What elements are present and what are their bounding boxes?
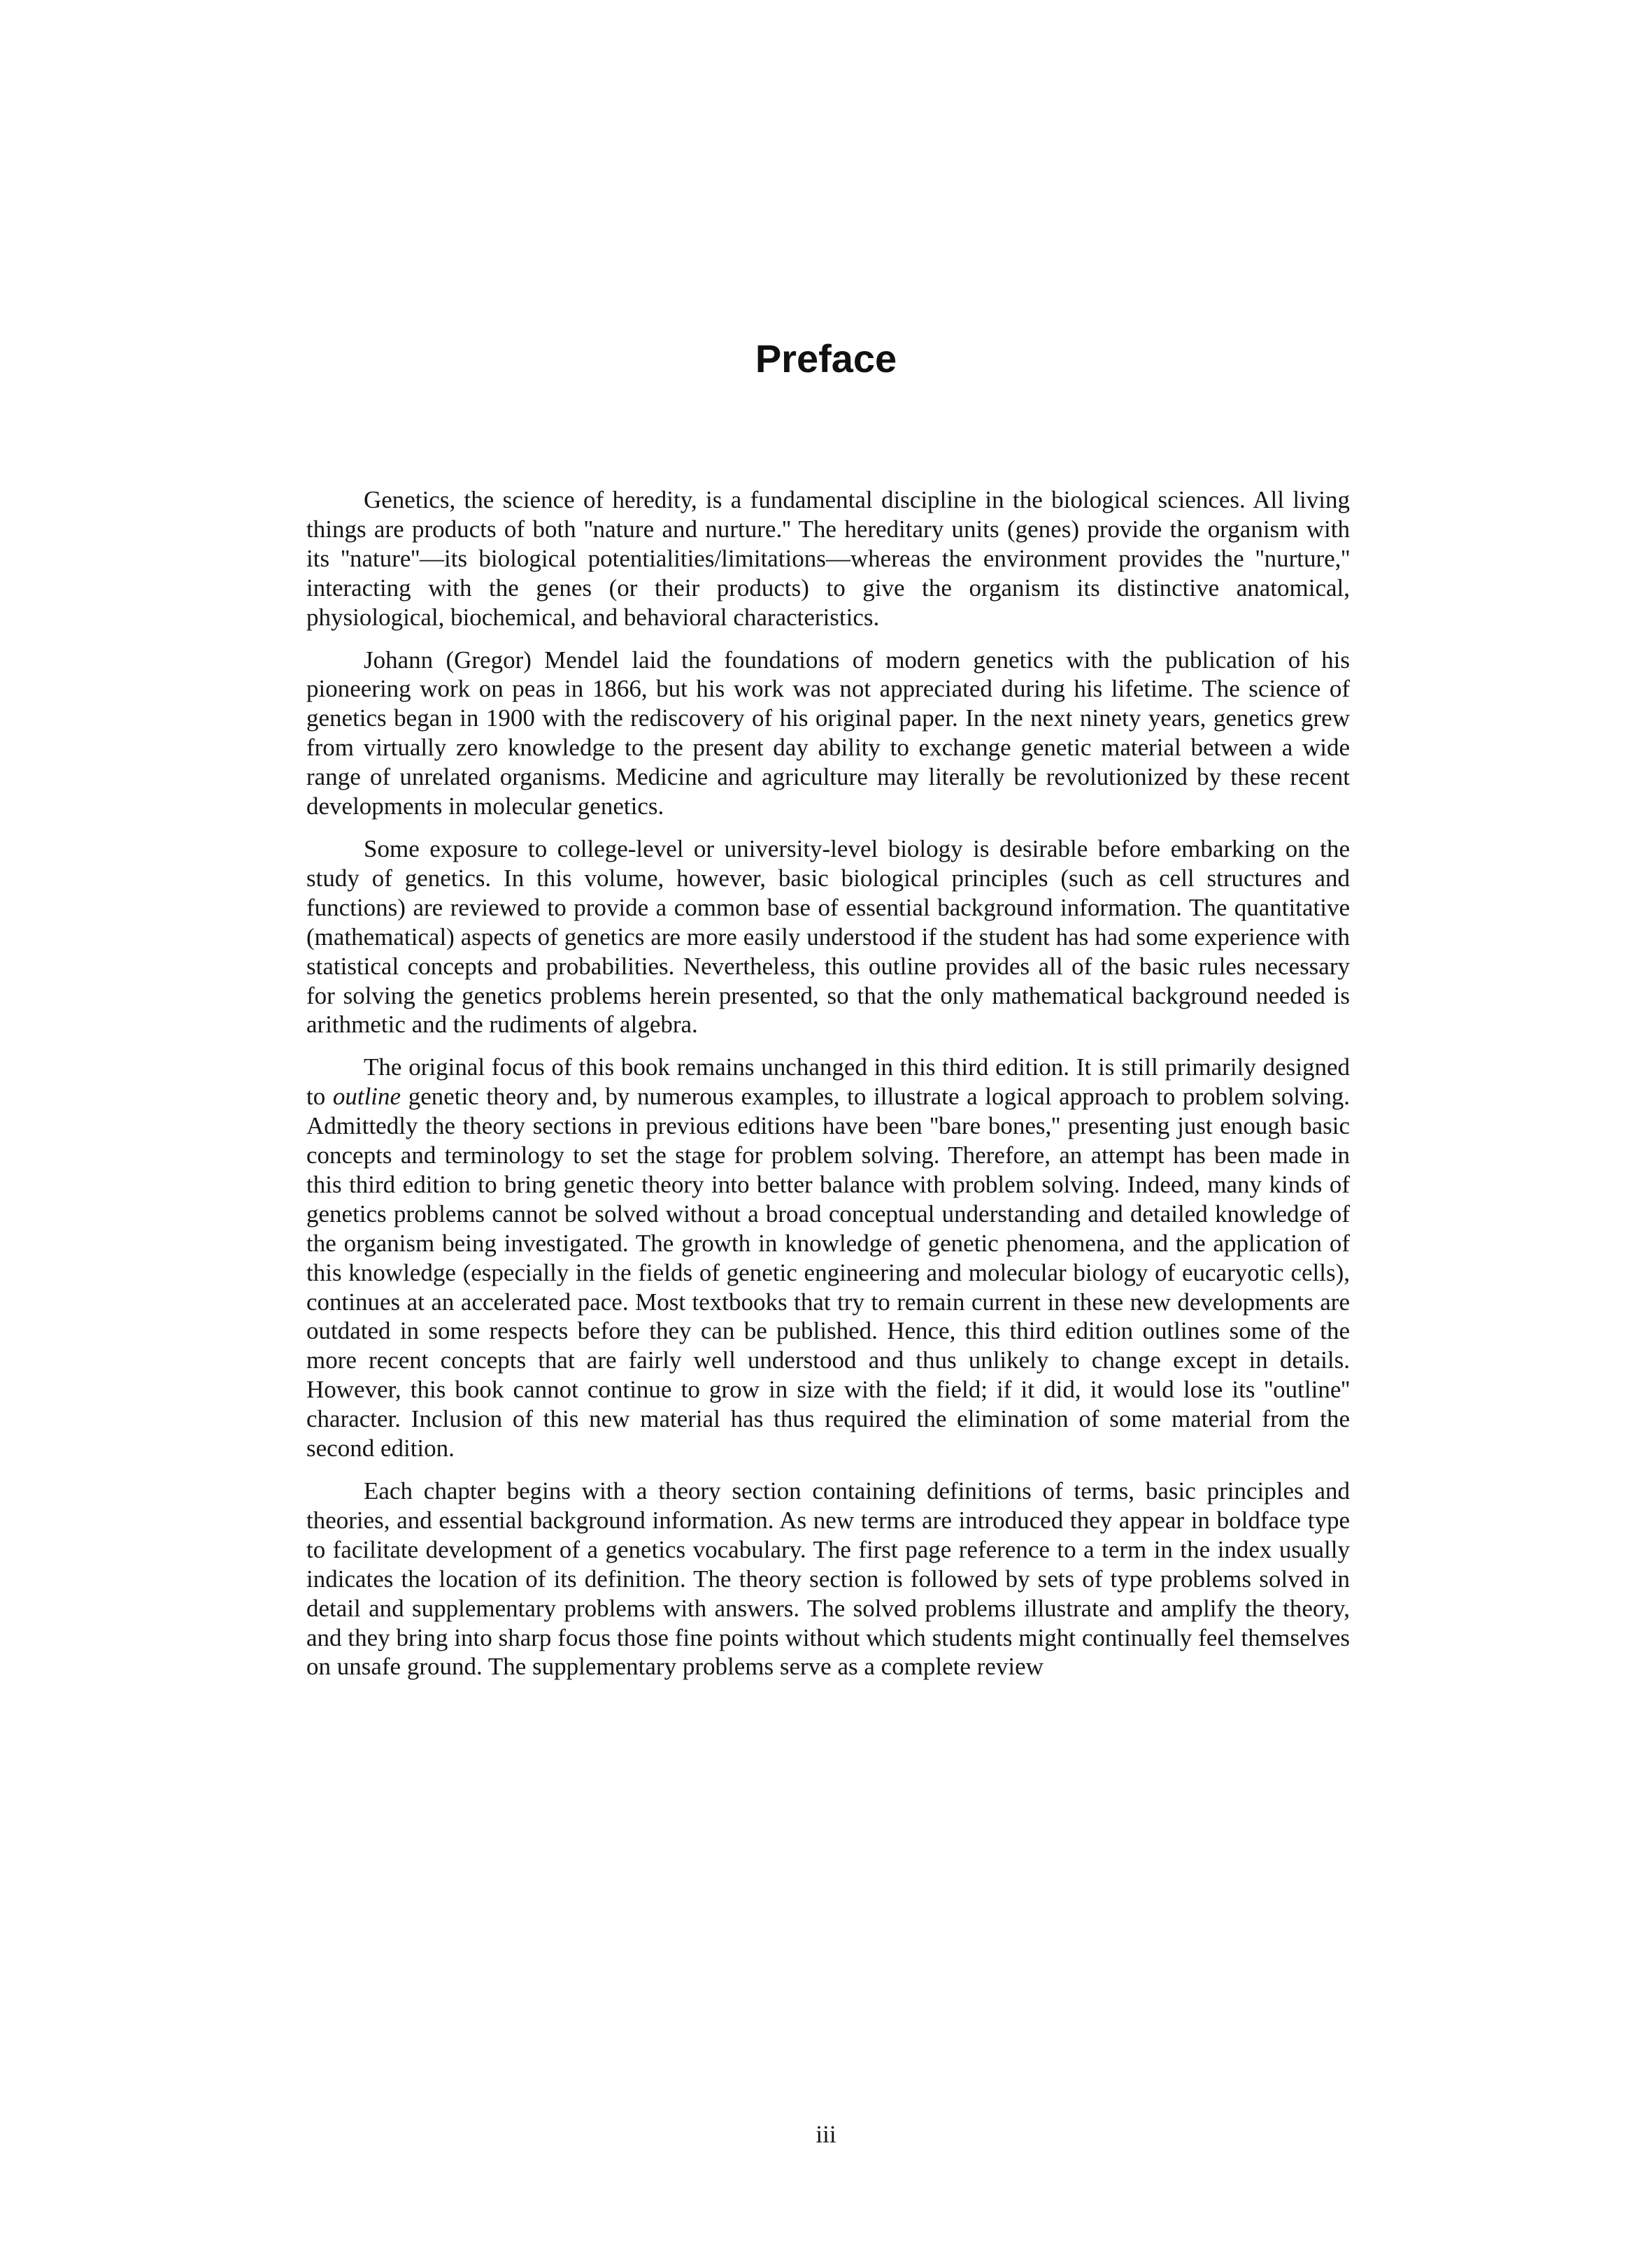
paragraph-4-emphasis: outline — [332, 1083, 401, 1111]
paragraph-4 — [306, 1053, 1350, 1463]
preface-body — [306, 485, 1350, 1695]
paragraph-1: Genetics, the science of heredity, is a fundamental discipline in the biological sciences. All living things are products of both ''nature and nurture.'' The hereditary units (genes) provide the organism with its ''nature''—its biological potentialities/limitations—whereas the environment provides the ''nurture,'' interacting with the genes (or their products) to give the organism its distinctive anatomical, physiological, biochemical, and behavioral characteristics. — [306, 486, 1350, 631]
paragraph-5: Each chapter begins with a theory section containing definitions of terms, basic principles and theories, and essential background information. As new terms are introduced they appear in boldface type to facilitate development of a genetics vocabulary. The first page reference to a term in the index usually indicates the location of its definition. The theory section is followed by sets of type problems solved in detail and supplementary problems with answers. The solved problems illustrate and amplify the theory, and they bring into sharp focus those fine points without which students might continually feel themselves on unsafe ground. The supplementary problems serve as a complete review — [306, 1477, 1350, 1681]
page-title: Preface — [755, 336, 897, 380]
page-number: iii — [816, 2121, 836, 2148]
paragraph-4-text-after-emphasis: genetic theory and, by numerous examples, to illustrate a logical approach to problem solving. Admittedly the theory sections in previous editions have been ''bare bones,'' presenting just enough basic concepts and terminology to set the stage for problem solving. Therefore, an attempt has been made in this third edition to bring genetic theory into better balance with problem solving. Indeed, many kinds of genetics problems cannot be solved without a broad conceptual understanding and detailed knowledge of the organism being investigated. The growth in knowledge of genetic phenomena, and the application of this knowledge (especially in the fields of genetic engineering and molecular biology of eucaryotic cells), continues at an accelerated pace. Most textbooks that try to remain current in these new developments are outdated in some respects before they can be published. Hence, this third edition outlines some of the more recent concepts that are fairly well understood and thus unlikely to change except in details. However, this book cannot continue to grow in size with the field; if it did, it would lose its ''outline'' character. Inclusion of this new material has thus required the elimination of some material from the second edition. — [306, 1083, 1350, 1463]
paragraph-3: Some exposure to college-level or university-level biology is desirable before embarking on the study of genetics. In this volume, however, basic biological principles (such as cell structures and functions) are reviewed to provide a common base of essential background information. The quantitative (mathematical) aspects of genetics are more easily understood if the student has had some experience with statistical concepts and probabilities. Nevertheless, this outline provides all of the basic rules necessary for solving the genetics problems herein presented, so that the only mathematical background needed is arithmetic and the rudiments of algebra. — [306, 834, 1350, 1039]
paragraph-2: Johann (Gregor) Mendel laid the foundations of modern genetics with the publication of his pioneering work on peas in 1866, but his work was not appreciated during his lifetime. The science of genetics began in 1900 with the rediscovery of his original paper. In the next ninety years, genetics grew from virtually zero knowledge to the present day ability to exchange genetic material between a wide range of unrelated organisms. Medicine and agriculture may literally be revolutionized by these recent developments in molecular genetics. — [306, 646, 1350, 820]
paragraph-4-text-before-emphasis: The original focus of this book remains unchanged in this third edition. It is still primarily designed to — [306, 1053, 1350, 1111]
